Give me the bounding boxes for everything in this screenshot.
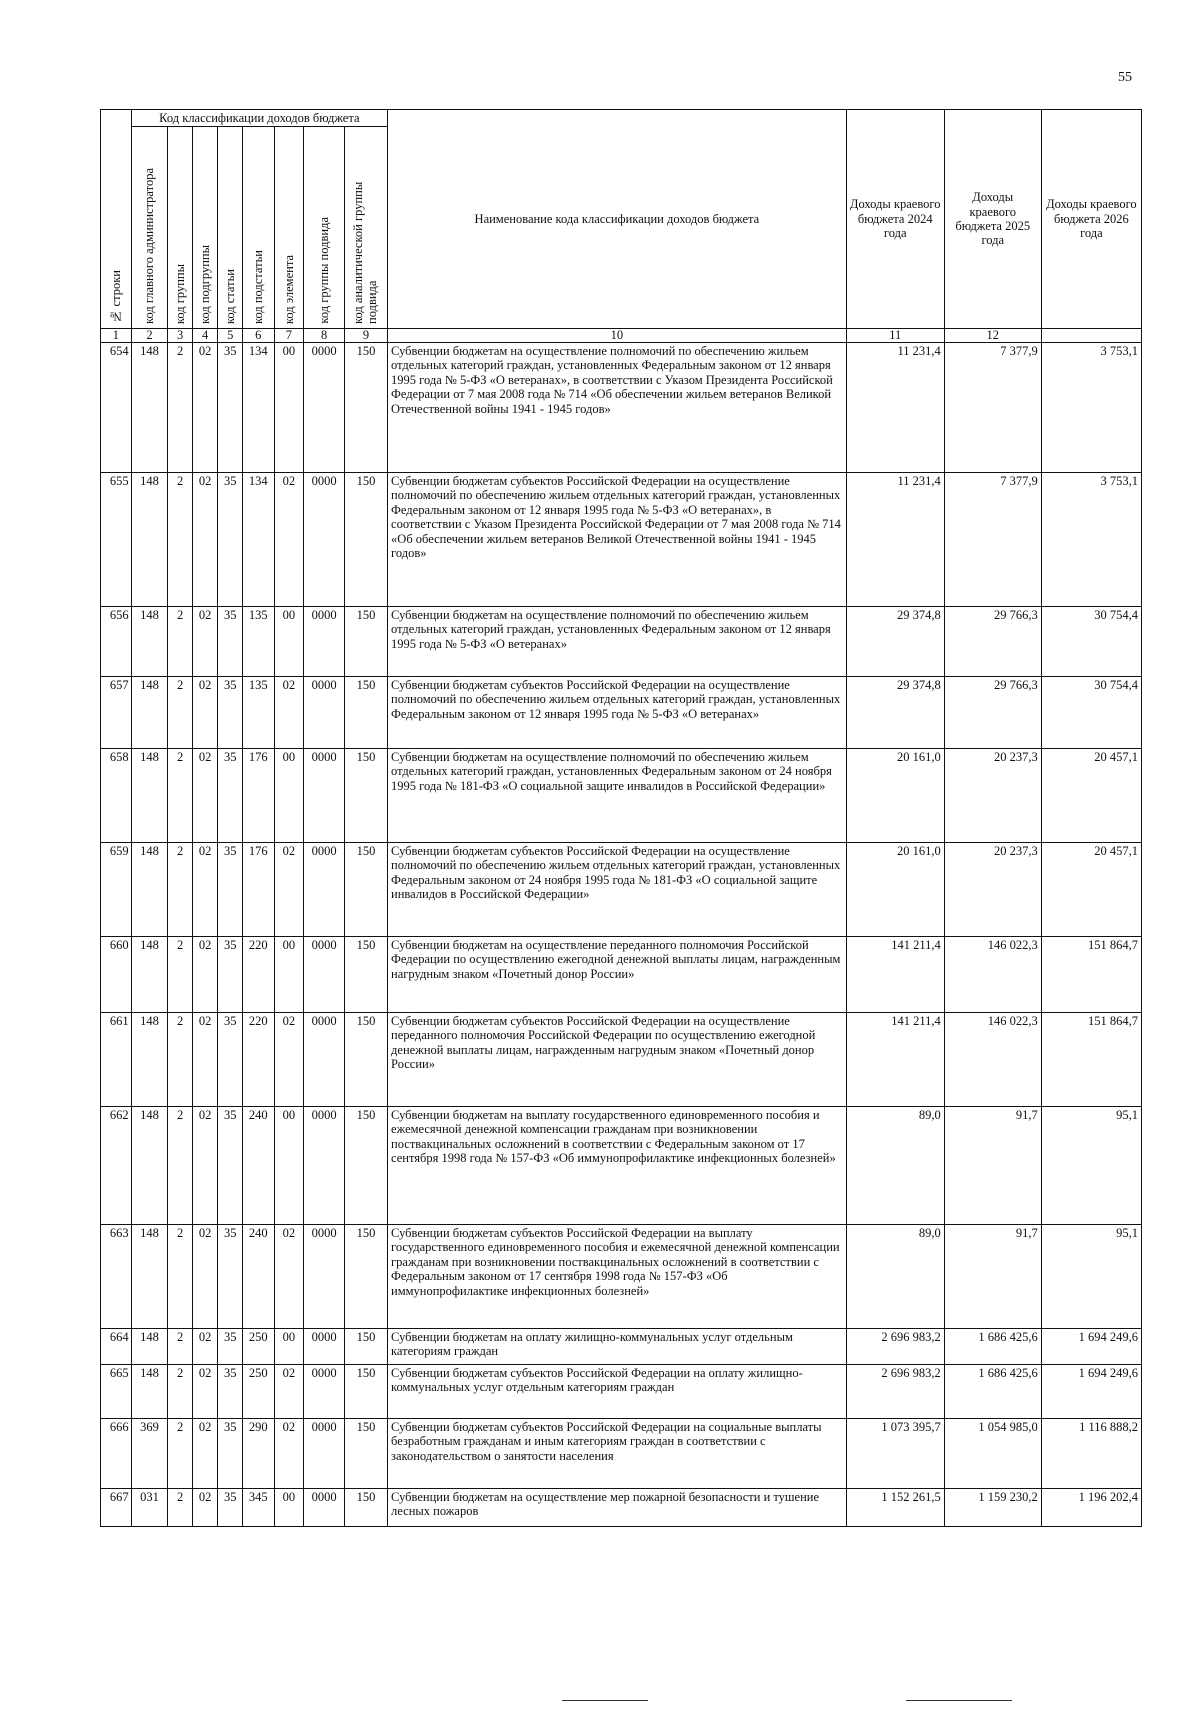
column-number: 4 [192, 329, 218, 343]
revenue-2024: 89,0 [846, 1107, 944, 1225]
column-number-row [101, 329, 1142, 343]
revenue-2025: 1 686 425,6 [944, 1329, 1041, 1365]
revenue-2025: 29 766,3 [944, 677, 1041, 749]
revenue-2024: 1 073 395,7 [846, 1419, 944, 1489]
analytic-group-code: 150 [345, 843, 388, 937]
analytic-group-code: 150 [345, 607, 388, 677]
column-number: 2 [131, 329, 168, 343]
analytic-group-code: 150 [345, 937, 388, 1013]
header-subgroup-code: код подгруппы [192, 127, 218, 329]
header-analytic-group-code: код аналитической группы подвида [345, 127, 388, 329]
subarticle-code: 176 [242, 749, 274, 843]
revenue-2024: 89,0 [846, 1225, 944, 1329]
revenue-2026: 1 196 202,4 [1041, 1489, 1141, 1527]
revenue-name: Субвенции бюджетам субъектов Российской Федерации на осуществление полномочий по обеспечению жильем отдельных категорий граждан, установленных Федеральным законом от 24 ноября 1995 года № 181-ФЗ «О социальной защите инвалидов в Российской Федерации» [388, 843, 847, 937]
subarticle-code: 220 [242, 1013, 274, 1107]
revenue-2025: 146 022,3 [944, 1013, 1041, 1107]
subarticle-code: 176 [242, 843, 274, 937]
group-code: 2 [168, 1365, 193, 1419]
analytic-group-code: 150 [345, 677, 388, 749]
revenue-2026: 1 694 249,6 [1041, 1365, 1141, 1419]
subgroup-code: 02 [192, 1013, 218, 1107]
table-row [101, 607, 1142, 677]
column-number: 1 [101, 329, 132, 343]
subgroup-code: 02 [192, 607, 218, 677]
header-group-code: код группы [168, 127, 193, 329]
column-number: 8 [304, 329, 345, 343]
revenue-2024: 29 374,8 [846, 607, 944, 677]
row-number: 663 [101, 1225, 132, 1329]
revenue-name: Субвенции бюджетам на выплату государственного единовременного пособия и ежемесячной денежной компенсации гражданам при возникновении поствакцинальных осложнений в соответствии с Федеральным законом от 17 сентября 1998 года № 157-ФЗ «Об иммунопрофилактике инфекционных болезней» [388, 1107, 847, 1225]
group-code: 2 [168, 607, 193, 677]
revenue-2025: 1 686 425,6 [944, 1365, 1041, 1419]
header-article-code: код статьи [218, 127, 243, 329]
row-number: 667 [101, 1489, 132, 1527]
row-number: 656 [101, 607, 132, 677]
table-row [101, 843, 1142, 937]
subgroup-code: 02 [192, 843, 218, 937]
table-row [101, 1489, 1142, 1527]
element-code: 00 [274, 1329, 304, 1365]
revenue-2024: 11 231,4 [846, 473, 944, 607]
analytic-group-code: 150 [345, 749, 388, 843]
page-number: 55 [1118, 70, 1132, 85]
column-number: 12 [944, 329, 1041, 343]
element-code: 02 [274, 677, 304, 749]
element-code: 00 [274, 343, 304, 473]
admin-code: 148 [131, 343, 168, 473]
revenue-name: Субвенции бюджетам на осуществление переданного полномочия Российской Федерации по осуществлению ежегодной денежной выплаты лицам, награжденным нагрудным знаком «Почетный донор России» [388, 937, 847, 1013]
subgroup-code: 02 [192, 1225, 218, 1329]
subtype-group-code: 0000 [304, 1419, 345, 1489]
revenue-2024: 20 161,0 [846, 749, 944, 843]
revenue-name: Субвенции бюджетам на осуществление полномочий по обеспечению жильем отдельных категорий граждан, установленных Федеральным законом от 12 января 1995 года № 5-ФЗ «О ветеранах» [388, 607, 847, 677]
element-code: 02 [274, 1225, 304, 1329]
admin-code: 148 [131, 1329, 168, 1365]
row-number: 660 [101, 937, 132, 1013]
table-row [101, 749, 1142, 843]
subtype-group-code: 0000 [304, 677, 345, 749]
article-code: 35 [218, 607, 243, 677]
header-classification-group: Код классификации доходов бюджета [131, 110, 387, 127]
article-code: 35 [218, 677, 243, 749]
element-code: 00 [274, 1489, 304, 1527]
column-number: 11 [846, 329, 944, 343]
subarticle-code: 345 [242, 1489, 274, 1527]
group-code: 2 [168, 343, 193, 473]
admin-code: 148 [131, 1365, 168, 1419]
revenue-table [100, 109, 1142, 1527]
revenue-2026: 30 754,4 [1041, 607, 1141, 677]
revenue-name: Субвенции бюджетам на оплату жилищно-коммунальных услуг отдельным категориям граждан [388, 1329, 847, 1365]
subtype-group-code: 0000 [304, 1365, 345, 1419]
subgroup-code: 02 [192, 749, 218, 843]
subgroup-code: 02 [192, 1489, 218, 1527]
revenue-name: Субвенции бюджетам субъектов Российской Федерации на социальные выплаты безработным гражданам и иным категориям граждан в соответствии с законодательством о занятости населения [388, 1419, 847, 1489]
column-number: 3 [168, 329, 193, 343]
admin-code: 031 [131, 1489, 168, 1527]
group-code: 2 [168, 473, 193, 607]
revenue-2026: 95,1 [1041, 1225, 1141, 1329]
element-code: 02 [274, 1365, 304, 1419]
column-number: 7 [274, 329, 304, 343]
revenue-2025: 29 766,3 [944, 607, 1041, 677]
subgroup-code: 02 [192, 677, 218, 749]
revenue-2024: 20 161,0 [846, 843, 944, 937]
row-number: 658 [101, 749, 132, 843]
article-code: 35 [218, 843, 243, 937]
row-number: 659 [101, 843, 132, 937]
revenue-2025: 91,7 [944, 1225, 1041, 1329]
article-code: 35 [218, 1225, 243, 1329]
article-code: 35 [218, 937, 243, 1013]
table-row [101, 1419, 1142, 1489]
subtype-group-code: 0000 [304, 843, 345, 937]
element-code: 00 [274, 937, 304, 1013]
subarticle-code: 135 [242, 607, 274, 677]
revenue-2026: 1 116 888,2 [1041, 1419, 1141, 1489]
admin-code: 148 [131, 1225, 168, 1329]
row-number: 655 [101, 473, 132, 607]
table-row [101, 937, 1142, 1013]
admin-code: 148 [131, 473, 168, 607]
revenue-2025: 20 237,3 [944, 843, 1041, 937]
article-code: 35 [218, 1489, 243, 1527]
analytic-group-code: 150 [345, 1329, 388, 1365]
group-code: 2 [168, 1107, 193, 1225]
revenue-2024: 141 211,4 [846, 937, 944, 1013]
group-code: 2 [168, 843, 193, 937]
header-year-2026: Доходы краевого бюджета 2026 года [1041, 110, 1141, 329]
article-code: 35 [218, 473, 243, 607]
analytic-group-code: 150 [345, 1107, 388, 1225]
row-number: 661 [101, 1013, 132, 1107]
revenue-name: Субвенции бюджетам субъектов Российской Федерации на выплату государственного единовременного пособия и ежемесячной денежной компенсации гражданам при возникновении поствакцинальных осложнений в соответствии с Федеральным законом от 17 сентября 1998 года № 157-ФЗ «Об иммунопрофилактике инфекционных болезней» [388, 1225, 847, 1329]
revenue-name: Субвенции бюджетам субъектов Российской Федерации на осуществление переданного полномочия Российской Федерации по осуществлению ежегодной денежной выплаты лицам, награжденным нагрудным знаком «Почетный донор России» [388, 1013, 847, 1107]
analytic-group-code: 150 [345, 473, 388, 607]
element-code: 02 [274, 1419, 304, 1489]
table-row [101, 343, 1142, 473]
revenue-name: Субвенции бюджетам субъектов Российской Федерации на оплату жилищно-коммунальных услуг отдельным категориям граждан [388, 1365, 847, 1419]
table-row [101, 1365, 1142, 1419]
subgroup-code: 02 [192, 1419, 218, 1489]
revenue-name: Субвенции бюджетам на осуществление полномочий по обеспечению жильем отдельных категорий граждан, установленных Федеральным законом от 24 ноября 1995 года № 181-ФЗ «О социальной защите инвалидов в Российской Федерации» [388, 749, 847, 843]
element-code: 00 [274, 607, 304, 677]
subgroup-code: 02 [192, 937, 218, 1013]
table-row [101, 1329, 1142, 1365]
analytic-group-code: 150 [345, 1419, 388, 1489]
subarticle-code: 135 [242, 677, 274, 749]
subtype-group-code: 0000 [304, 343, 345, 473]
column-number [1041, 329, 1141, 343]
subarticle-code: 134 [242, 343, 274, 473]
admin-code: 148 [131, 677, 168, 749]
subgroup-code: 02 [192, 1107, 218, 1225]
table-row [101, 677, 1142, 749]
admin-code: 148 [131, 843, 168, 937]
group-code: 2 [168, 677, 193, 749]
subgroup-code: 02 [192, 473, 218, 607]
analytic-group-code: 150 [345, 1365, 388, 1419]
analytic-group-code: 150 [345, 1013, 388, 1107]
analytic-group-code: 150 [345, 343, 388, 473]
revenue-2025: 20 237,3 [944, 749, 1041, 843]
revenue-name: Субвенции бюджетам субъектов Российской Федерации на осуществление полномочий по обеспечению жильем отдельных категорий граждан, установленных Федеральным законом от 12 января 1995 года № 5-ФЗ «О ветеранах» [388, 677, 847, 749]
header-name: Наименование кода классификации доходов бюджета [388, 110, 847, 329]
revenue-2024: 29 374,8 [846, 677, 944, 749]
revenue-2025: 146 022,3 [944, 937, 1041, 1013]
admin-code: 148 [131, 1107, 168, 1225]
admin-code: 148 [131, 937, 168, 1013]
element-code: 02 [274, 843, 304, 937]
revenue-2025: 7 377,9 [944, 343, 1041, 473]
element-code: 02 [274, 1013, 304, 1107]
subgroup-code: 02 [192, 1329, 218, 1365]
subarticle-code: 290 [242, 1419, 274, 1489]
article-code: 35 [218, 1329, 243, 1365]
revenue-2024: 11 231,4 [846, 343, 944, 473]
article-code: 35 [218, 343, 243, 473]
header-element-code: код элемента [274, 127, 304, 329]
revenue-2025: 1 054 985,0 [944, 1419, 1041, 1489]
article-code: 35 [218, 1365, 243, 1419]
signature-line [562, 1700, 648, 1701]
row-number: 662 [101, 1107, 132, 1225]
admin-code: 369 [131, 1419, 168, 1489]
article-code: 35 [218, 749, 243, 843]
row-number: 654 [101, 343, 132, 473]
revenue-2024: 141 211,4 [846, 1013, 944, 1107]
subarticle-code: 250 [242, 1365, 274, 1419]
column-number: 10 [388, 329, 847, 343]
column-number: 9 [345, 329, 388, 343]
revenue-2026: 3 753,1 [1041, 343, 1141, 473]
revenue-2026: 1 694 249,6 [1041, 1329, 1141, 1365]
subtype-group-code: 0000 [304, 749, 345, 843]
group-code: 2 [168, 1489, 193, 1527]
group-code: 2 [168, 1225, 193, 1329]
group-code: 2 [168, 1013, 193, 1107]
revenue-2025: 7 377,9 [944, 473, 1041, 607]
revenue-2026: 151 864,7 [1041, 1013, 1141, 1107]
signature-line [906, 1700, 1012, 1701]
revenue-name: Субвенции бюджетам субъектов Российской Федерации на осуществление полномочий по обеспечению жильем отдельных категорий граждан, установленных Федеральным законом от 12 января 1995 года № 5-ФЗ «О ветеранах», в соответствии с Указом Президента Российской Федерации от 7 мая 2008 года № 714 «Об обеспечении жильем ветеранов Великой Отечественной войны 1941 - 1945 годов» [388, 473, 847, 607]
row-number: 664 [101, 1329, 132, 1365]
group-code: 2 [168, 1419, 193, 1489]
revenue-2026: 20 457,1 [1041, 749, 1141, 843]
subtype-group-code: 0000 [304, 1107, 345, 1225]
article-code: 35 [218, 1013, 243, 1107]
revenue-2026: 20 457,1 [1041, 843, 1141, 937]
revenue-2025: 91,7 [944, 1107, 1041, 1225]
subarticle-code: 220 [242, 937, 274, 1013]
row-number: 666 [101, 1419, 132, 1489]
column-number: 6 [242, 329, 274, 343]
group-code: 2 [168, 749, 193, 843]
revenue-2024: 2 696 983,2 [846, 1329, 944, 1365]
group-code: 2 [168, 937, 193, 1013]
article-code: 35 [218, 1107, 243, 1225]
subtype-group-code: 0000 [304, 1489, 345, 1527]
revenue-2026: 151 864,7 [1041, 937, 1141, 1013]
admin-code: 148 [131, 1013, 168, 1107]
table-row [101, 1013, 1142, 1107]
header-subtype-group-code: код группы подвида [304, 127, 345, 329]
subarticle-code: 250 [242, 1329, 274, 1365]
revenue-2026: 95,1 [1041, 1107, 1141, 1225]
subtype-group-code: 0000 [304, 937, 345, 1013]
admin-code: 148 [131, 749, 168, 843]
column-number: 5 [218, 329, 243, 343]
subarticle-code: 134 [242, 473, 274, 607]
revenue-2026: 30 754,4 [1041, 677, 1141, 749]
revenue-2024: 1 152 261,5 [846, 1489, 944, 1527]
element-code: 00 [274, 1107, 304, 1225]
revenue-2025: 1 159 230,2 [944, 1489, 1041, 1527]
subarticle-code: 240 [242, 1107, 274, 1225]
row-number: 665 [101, 1365, 132, 1419]
group-code: 2 [168, 1329, 193, 1365]
header-year-2025: Доходы краевого бюджета 2025 года [944, 110, 1041, 329]
subtype-group-code: 0000 [304, 473, 345, 607]
revenue-name: Субвенции бюджетам на осуществление полномочий по обеспечению жильем отдельных категорий граждан, установленных Федеральным законом от 12 января 1995 года № 5-ФЗ «О ветеранах», в соответствии с Указом Президента Российской Федерации от 7 мая 2008 года № 714 «Об обеспечении жильем ветеранов Великой Отечественной войны 1941 - 1945 годов» [388, 343, 847, 473]
element-code: 00 [274, 749, 304, 843]
revenue-name: Субвенции бюджетам на осуществление мер пожарной безопасности и тушение лесных пожаров [388, 1489, 847, 1527]
admin-code: 148 [131, 607, 168, 677]
subtype-group-code: 0000 [304, 1329, 345, 1365]
subgroup-code: 02 [192, 343, 218, 473]
analytic-group-code: 150 [345, 1225, 388, 1329]
header-admin-code: код главного администратора [131, 127, 168, 329]
article-code: 35 [218, 1419, 243, 1489]
header-row-number: № строки [101, 110, 132, 329]
subtype-group-code: 0000 [304, 607, 345, 677]
header-year-2024: Доходы краевого бюджета 2024 года [846, 110, 944, 329]
header-subarticle-code: код подстатьи [242, 127, 274, 329]
revenue-2026: 3 753,1 [1041, 473, 1141, 607]
subarticle-code: 240 [242, 1225, 274, 1329]
table-row [101, 473, 1142, 607]
analytic-group-code: 150 [345, 1489, 388, 1527]
element-code: 02 [274, 473, 304, 607]
subtype-group-code: 0000 [304, 1013, 345, 1107]
subgroup-code: 02 [192, 1365, 218, 1419]
table-row [101, 1225, 1142, 1329]
table-row [101, 1107, 1142, 1225]
subtype-group-code: 0000 [304, 1225, 345, 1329]
revenue-2024: 2 696 983,2 [846, 1365, 944, 1419]
row-number: 657 [101, 677, 132, 749]
